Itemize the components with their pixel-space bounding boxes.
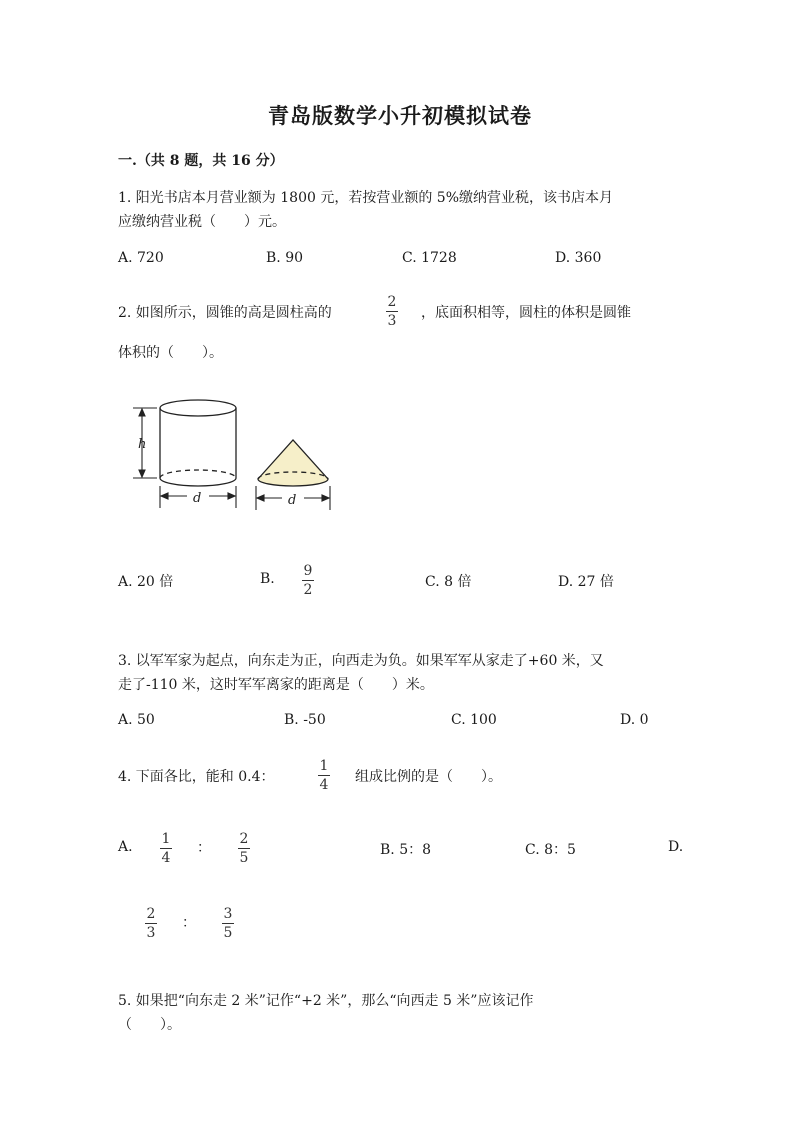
cylinder-cone-figure [125, 390, 345, 520]
fraction-numerator: 1 [161, 831, 171, 847]
q4-option-a-fraction-1 [160, 831, 172, 866]
q2-option-a[interactable]: A. 20 倍 [118, 574, 174, 590]
q4-option-d-fraction-2 [222, 906, 234, 941]
fraction-bar [160, 848, 172, 849]
cone-diameter-label: d [288, 493, 297, 508]
fraction-denominator: 5 [223, 925, 233, 941]
fraction-bar [222, 923, 234, 924]
question-1-line-2: 应缴纳营业税（ ）元。 [118, 214, 286, 230]
q1-option-c[interactable]: C. 1728 [402, 250, 457, 266]
question-2-text-after: ，底面积相等，圆柱的体积是圆锥 [421, 305, 631, 321]
fraction-denominator: 4 [161, 850, 171, 866]
q2-option-c[interactable]: C. 8 倍 [425, 574, 472, 590]
q4-option-d[interactable]: D. [668, 839, 684, 855]
q2-option-d[interactable]: D. 27 倍 [558, 574, 614, 590]
cone-shape [258, 440, 328, 486]
question-4-text-before: 4. 下面各比，能和 0.4： [118, 769, 275, 785]
fraction-denominator: 4 [319, 777, 329, 793]
fraction-bar [386, 311, 398, 312]
q4-fraction [318, 758, 330, 793]
question-5-line-2: （ ）。 [118, 1017, 181, 1033]
q3-option-c[interactable]: C. 100 [451, 712, 497, 728]
q2-fraction [386, 294, 398, 329]
q1-option-d[interactable]: D. 360 [555, 250, 602, 266]
cylinder-shape [160, 400, 236, 486]
section-header: 一.（共 8 题，共 16 分） [118, 153, 284, 169]
q4-option-d-fraction-1 [145, 906, 157, 941]
q4-option-d-colon: ： [182, 915, 196, 931]
fraction-numerator: 3 [223, 906, 233, 922]
fraction-bar [302, 580, 314, 581]
q1-option-b[interactable]: B. 90 [266, 250, 304, 266]
question-5-line-1: 5. 如果把“向东走 2 米”记作“+2 米”，那么“向西走 5 米”应该记作 [118, 993, 534, 1009]
fraction-numerator: 1 [319, 758, 329, 774]
fraction-numerator: 9 [303, 563, 313, 579]
question-3-line-2: 走了-110 米，这时军军离家的距离是（ ）米。 [118, 677, 434, 693]
fraction-bar [145, 923, 157, 924]
q4-option-b[interactable]: B. 5：8 [380, 842, 432, 858]
height-label: h [138, 437, 147, 452]
q3-option-a[interactable]: A. 50 [118, 712, 155, 728]
question-1-line-1: 1. 阳光书店本月营业额为 1800 元，若按营业额的 5%缴纳营业税，该书店本月 [118, 190, 613, 206]
q4-option-a-fraction-2 [238, 831, 250, 866]
q4-option-a[interactable]: A. [118, 839, 133, 855]
fraction-numerator: 2 [387, 294, 397, 310]
q3-option-d[interactable]: D. 0 [620, 712, 649, 728]
q4-option-c[interactable]: C. 8：5 [525, 842, 576, 858]
question-2-text-before: 2. 如图所示，圆锥的高是圆柱高的 [118, 305, 332, 321]
fraction-numerator: 2 [239, 831, 249, 847]
question-4-text-after: 组成比例的是（ ）。 [355, 769, 502, 785]
fraction-denominator: 2 [303, 582, 313, 598]
q3-option-b[interactable]: B. -50 [284, 712, 326, 728]
q2-option-b-fraction [302, 563, 314, 598]
fraction-bar [238, 848, 250, 849]
fraction-denominator: 3 [387, 313, 397, 329]
question-2-line-2: 体积的（ ）。 [118, 345, 223, 361]
q1-option-a[interactable]: A. 720 [118, 250, 164, 266]
fraction-denominator: 5 [239, 850, 249, 866]
cylinder-diameter-label: d [193, 491, 202, 506]
question-3-line-1: 3. 以军军家为起点，向东走为正，向西走为负。如果军军从家走了+60 米，又 [118, 653, 604, 669]
fraction-denominator: 3 [146, 925, 156, 941]
page-title: 青岛版数学小升初模拟试卷 [268, 103, 532, 128]
q2-option-b[interactable]: B. [260, 571, 275, 587]
fraction-bar [318, 775, 330, 776]
q4-option-a-colon: ： [197, 840, 211, 856]
fraction-numerator: 2 [146, 906, 156, 922]
